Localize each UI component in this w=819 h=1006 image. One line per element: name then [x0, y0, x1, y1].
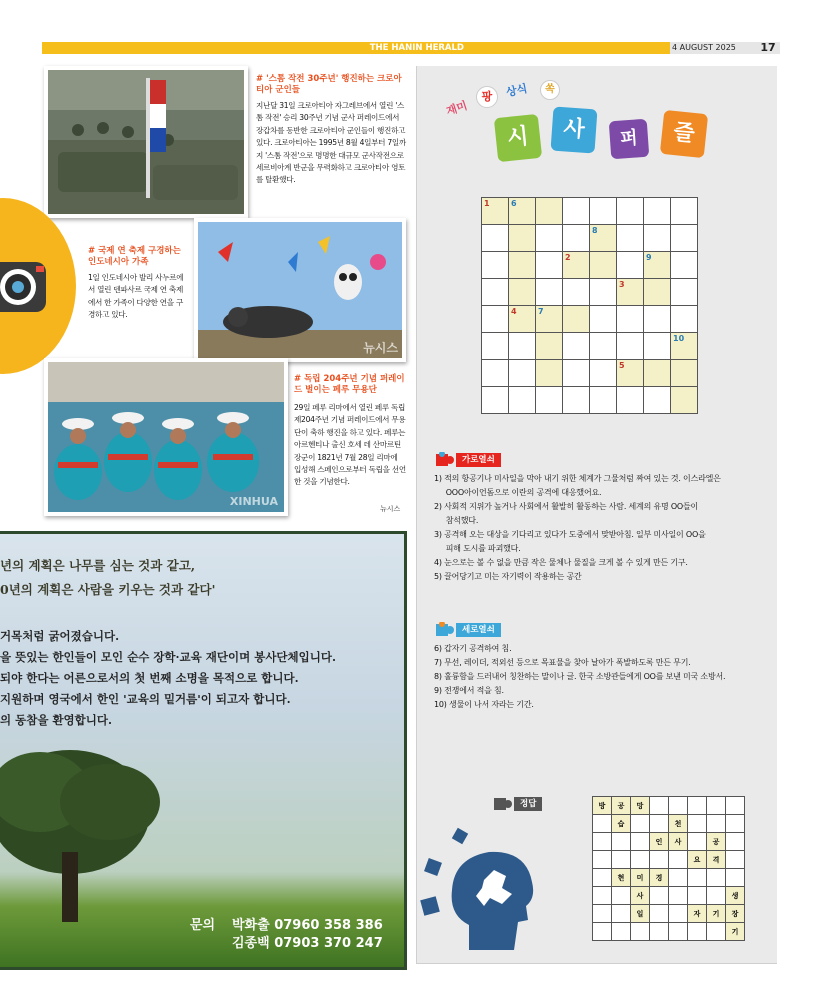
- clue-line: OOO아이언돔으로 이란의 공격에 대응했어요.: [434, 488, 602, 497]
- grid-cell[interactable]: [671, 225, 698, 252]
- answer-cell: [707, 815, 726, 833]
- grid-cell[interactable]: [482, 252, 509, 279]
- issue-date: 4 AUGUST 2025: [672, 43, 736, 52]
- answer-cell: [688, 797, 707, 815]
- logo-small-4: 쏙: [540, 80, 560, 100]
- answer-cell: 방: [593, 797, 612, 815]
- grid-cell[interactable]: [617, 387, 644, 414]
- logo-piece-3: 퍼: [609, 119, 650, 160]
- answer-cell: 요: [688, 851, 707, 869]
- grid-cell[interactable]: [509, 387, 536, 414]
- grid-cell[interactable]: [590, 225, 617, 252]
- answer-cell: [593, 887, 612, 905]
- photo-croatia-parade: [44, 66, 248, 218]
- across-clues: [434, 472, 774, 584]
- answer-cell: [593, 851, 612, 869]
- clue-line: 2) 사회적 지위가 높거나 사회에서 활발히 활동하는 사람. 세계의 유명 OO들이: [434, 502, 699, 511]
- grid-cell[interactable]: [563, 387, 590, 414]
- down-tag: [434, 622, 534, 638]
- clue-line: 7) 무선, 레이더, 적외선 등으로 목표물을 찾아 날아가 폭발하도록 만든 무기.: [434, 658, 691, 667]
- answer-cell: [669, 869, 688, 887]
- answer-cell: [688, 869, 707, 887]
- clue-line: 피해 도시를 파괴했다.: [434, 544, 521, 553]
- clue-number: 2: [565, 253, 571, 262]
- answer-grid: [592, 796, 745, 941]
- grid-cell[interactable]: [536, 279, 563, 306]
- grid-cell[interactable]: [509, 333, 536, 360]
- grid-cell[interactable]: [482, 225, 509, 252]
- grid-cell[interactable]: [563, 198, 590, 225]
- grid-cell[interactable]: [482, 198, 509, 225]
- answer-cell: 경: [650, 869, 669, 887]
- grid-cell[interactable]: [563, 306, 590, 333]
- answer-cell: [612, 923, 631, 941]
- across-label: 가로열쇠: [456, 453, 501, 467]
- grid-cell[interactable]: [509, 225, 536, 252]
- camera-icon: [0, 252, 50, 322]
- down-label: 세로열쇠: [456, 623, 501, 637]
- grid-cell[interactable]: [482, 387, 509, 414]
- grid-cell[interactable]: [482, 360, 509, 387]
- answer-cell: [631, 815, 650, 833]
- logo-piece-2: 사: [551, 107, 598, 154]
- newspaper-title: THE HANIN HERALD: [369, 43, 464, 53]
- grid-cell[interactable]: [536, 387, 563, 414]
- grid-cell[interactable]: [644, 198, 671, 225]
- grid-cell[interactable]: [536, 252, 563, 279]
- answer-cell: [669, 887, 688, 905]
- grid-cell[interactable]: [509, 360, 536, 387]
- ad-quote-1: 년의 계획은 나무를 심는 것과 같고,: [0, 558, 196, 573]
- ad-line-5: 의 동참을 환영합니다.: [0, 713, 112, 727]
- answer-cell: [593, 833, 612, 851]
- clue-line: 참석했다.: [434, 516, 479, 525]
- answer-cell: 공: [707, 833, 726, 851]
- answer-cell: [593, 923, 612, 941]
- caption-body-croatia: 지난달 31일 크로아티아 자그레브에서 열린 '스톰 작전' 승리 30주년 기념 군사 퍼레이드에서 장갑차를 동반한 크로아티아 군인들이 행진하고 있다. 크로아티아는 1995년 8월 4일부터 7일까지 '스톰 작전'으로 명명한 대규모 군사작전으로 세르비아계 반군을 무력화하고 크로아티아 영토를 탈환했다.: [256, 101, 406, 185]
- answer-cell: 일: [631, 905, 650, 923]
- caption-title-peru: # 독립 204주년 기념 퍼레이드 벌이는 페루 무용단: [294, 374, 405, 395]
- answer-cell: [631, 851, 650, 869]
- clue-line: 6) 갑자기 공격하여 침.: [434, 644, 512, 653]
- grid-cell[interactable]: [563, 252, 590, 279]
- grid-cell[interactable]: [590, 198, 617, 225]
- grid-cell[interactable]: [509, 252, 536, 279]
- head-puzzle-icon: [414, 820, 554, 960]
- answer-cell: 천: [669, 815, 688, 833]
- answer-cell: 격: [707, 851, 726, 869]
- puzzle-piece-icon: [492, 796, 514, 812]
- grid-cell[interactable]: [617, 198, 644, 225]
- grid-cell[interactable]: [482, 333, 509, 360]
- answer-cell: 생: [726, 887, 745, 905]
- ad-line-4: 지원하며 영국에서 한인 '교육의 밑거름'이 되고자 합니다.: [0, 692, 291, 706]
- grid-cell[interactable]: [590, 306, 617, 333]
- clue-line: 4) 눈으로는 볼 수 없을 만큼 작은 물체나 물질을 크게 볼 수 있게 만든 기구.: [434, 558, 688, 567]
- puzzle-logo: [440, 78, 740, 168]
- answer-cell: [688, 887, 707, 905]
- grid-cell[interactable]: [536, 333, 563, 360]
- puzzle-piece-icon: [434, 452, 456, 468]
- answer-cell: [707, 797, 726, 815]
- answer-cell: [650, 887, 669, 905]
- answer-cell: [669, 923, 688, 941]
- photo-credit: 뉴시스: [380, 505, 401, 513]
- across-tag: [434, 452, 534, 468]
- answer-cell: 사: [669, 833, 688, 851]
- grid-cell[interactable]: [671, 198, 698, 225]
- answer-cell: [650, 815, 669, 833]
- grid-cell[interactable]: [509, 306, 536, 333]
- photo-kite-festival: [194, 218, 406, 362]
- grid-cell[interactable]: [509, 279, 536, 306]
- answer-cell: [612, 887, 631, 905]
- grid-cell[interactable]: [590, 252, 617, 279]
- answer-cell: [650, 797, 669, 815]
- answer-cell: [726, 815, 745, 833]
- page-number: 17: [760, 41, 776, 54]
- logo-piece-1: 시: [494, 114, 542, 162]
- grid-cell[interactable]: [563, 360, 590, 387]
- contact-2: 김종백 07903 370 247: [232, 936, 383, 951]
- answer-cell: [707, 887, 726, 905]
- answer-cell: [593, 815, 612, 833]
- grid-cell[interactable]: [617, 360, 644, 387]
- grid-cell[interactable]: [644, 225, 671, 252]
- grid-cell[interactable]: [617, 333, 644, 360]
- answer-cell: [650, 851, 669, 869]
- grid-cell[interactable]: [563, 225, 590, 252]
- answer-cell: 자: [688, 905, 707, 923]
- puzzle-piece-icon: [434, 622, 456, 638]
- answer-cell: 현: [612, 869, 631, 887]
- caption-body-peru: 29일 페루 리마에서 열린 페루 독립 제204주년 기념 퍼레이드에서 무용단이 축하 행진을 하고 있다. 페루는 아르헨티나 출신 호세 데 산마르틴 장군이 1821년 7월 28일 리마에 입성해 스페인으로부터 독립을 선언한 것을 기념한다.: [294, 403, 406, 487]
- grid-cell[interactable]: [536, 306, 563, 333]
- answer-cell: [726, 797, 745, 815]
- contact-1: 박화출 07960 358 386: [232, 918, 383, 933]
- grid-cell[interactable]: [671, 360, 698, 387]
- answer-cell: 인: [650, 833, 669, 851]
- clue-number: 3: [619, 280, 625, 289]
- clue-number: 6: [511, 199, 517, 208]
- ad-line-3: 되야 한다는 어른으로서의 첫 번째 소명을 목적으로 합니다.: [0, 671, 299, 685]
- clue-number: 10: [673, 334, 685, 343]
- answer-tag: [492, 796, 572, 812]
- clue-number: 5: [619, 361, 625, 370]
- grid-cell[interactable]: [536, 360, 563, 387]
- answer-cell: 습: [612, 815, 631, 833]
- logo-small-3: 상식: [504, 81, 529, 100]
- photo-croatia-image: [48, 70, 244, 214]
- grid-cell[interactable]: [509, 198, 536, 225]
- down-clues: [434, 642, 774, 712]
- answer-cell: [669, 797, 688, 815]
- answer-cell: 사: [631, 887, 650, 905]
- clue-number: 8: [592, 226, 598, 235]
- answer-cell: [669, 851, 688, 869]
- answer-cell: [612, 851, 631, 869]
- grid-cell[interactable]: [590, 387, 617, 414]
- answer-cell: 기: [726, 923, 745, 941]
- grid-cell[interactable]: [671, 306, 698, 333]
- contact-label: 문의: [190, 918, 216, 933]
- watermark-xinhua: XINHUA: [229, 495, 278, 508]
- photo-peru-dancers: [44, 358, 288, 516]
- scholarship-ad: [0, 531, 407, 970]
- answer-cell: [688, 923, 707, 941]
- answer-cell: [707, 869, 726, 887]
- answer-cell: [650, 905, 669, 923]
- answer-cell: 공: [612, 797, 631, 815]
- grid-cell[interactable]: [563, 279, 590, 306]
- grid-cell[interactable]: [617, 306, 644, 333]
- ad-line-2: 을 뜻있는 한인들이 모인 순수 장학·교육 재단이며 봉사단체입니다.: [0, 650, 336, 664]
- tree-illustration: [0, 732, 200, 942]
- answer-cell: [631, 923, 650, 941]
- grid-cell[interactable]: [644, 279, 671, 306]
- grid-cell[interactable]: [482, 306, 509, 333]
- ad-line-1: 거목처럼 굵어졌습니다.: [0, 629, 120, 643]
- answer-cell: [631, 833, 650, 851]
- grid-cell[interactable]: [644, 387, 671, 414]
- clue-line: 9) 전쟁에서 적을 침.: [434, 686, 504, 695]
- grid-cell[interactable]: [671, 387, 698, 414]
- photo-kite-image: [198, 222, 402, 358]
- grid-cell[interactable]: [671, 333, 698, 360]
- clue-line: 8) 훌륭함을 드러내어 칭찬하는 말이나 글. 한국 소방관들에게 OO를 보낸 미국 소방서.: [434, 672, 726, 681]
- watermark-newsis: 뉴시스: [363, 341, 398, 355]
- grid-cell[interactable]: [482, 279, 509, 306]
- caption-body-kite: 1일 인도네시아 발리 사누르에서 열린 덴파사르 국제 연 축제에서 한 가족이 다양한 연을 구경하고 있다.: [88, 273, 184, 320]
- grid-cell[interactable]: [536, 198, 563, 225]
- grid-cell[interactable]: [617, 252, 644, 279]
- logo-piece-4: 즐: [660, 110, 708, 158]
- answer-cell: [612, 833, 631, 851]
- grid-cell[interactable]: [644, 360, 671, 387]
- ad-quote-2: 0년의 계획은 사람을 키우는 것과 같다': [0, 582, 216, 597]
- grid-cell[interactable]: [671, 252, 698, 279]
- answer-cell: [726, 833, 745, 851]
- crossword-grid: [481, 197, 698, 414]
- logo-small-2: 팡: [476, 86, 498, 108]
- answer-cell: [593, 869, 612, 887]
- grid-cell[interactable]: [644, 333, 671, 360]
- answer-cell: [726, 869, 745, 887]
- caption-title-croatia: # '스톰 작전 30주년' 행진하는 크로아티아 군인들: [256, 74, 402, 95]
- grid-cell[interactable]: [644, 306, 671, 333]
- answer-label: 정답: [514, 797, 542, 811]
- clue-line: 10) 생물이 나서 자라는 기간.: [434, 700, 534, 709]
- caption-title-kite: # 국제 연 축제 구경하는 인도네시아 가족: [88, 246, 181, 267]
- answer-cell: [593, 905, 612, 923]
- grid-cell[interactable]: [590, 333, 617, 360]
- answer-cell: [688, 833, 707, 851]
- answer-cell: [669, 905, 688, 923]
- grid-cell[interactable]: [536, 225, 563, 252]
- answer-cell: [650, 923, 669, 941]
- answer-cell: [726, 851, 745, 869]
- clue-line: 5) 끌어당기고 미는 자기력이 작용하는 공간: [434, 572, 582, 581]
- clue-line: 3) 공격해 오는 대상을 기다리고 있다가 도중에서 맞받아침. 일부 미사일이 OO을: [434, 530, 706, 539]
- clue-number: 1: [484, 199, 490, 208]
- answer-cell: 미: [631, 869, 650, 887]
- answer-cell: [612, 905, 631, 923]
- clue-number: 7: [538, 307, 544, 316]
- grid-cell[interactable]: [671, 279, 698, 306]
- answer-cell: 망: [631, 797, 650, 815]
- clue-number: 4: [511, 307, 517, 316]
- clue-number: 9: [646, 253, 652, 262]
- answer-cell: [688, 815, 707, 833]
- answer-cell: [707, 923, 726, 941]
- grid-cell[interactable]: [617, 279, 644, 306]
- grid-cell[interactable]: [590, 279, 617, 306]
- answer-cell: 장: [726, 905, 745, 923]
- photo-peru-image: [48, 362, 284, 512]
- logo-small-1: 재미: [444, 99, 469, 118]
- clue-line: 1) 적의 항공기나 미사일을 막아 내기 위한 체계가 그물처럼 짜여 있는 것. 이스라엘은: [434, 474, 721, 483]
- grid-cell[interactable]: [590, 360, 617, 387]
- answer-cell: 기: [707, 905, 726, 923]
- grid-cell[interactable]: [617, 225, 644, 252]
- grid-cell[interactable]: [563, 333, 590, 360]
- grid-cell[interactable]: [644, 252, 671, 279]
